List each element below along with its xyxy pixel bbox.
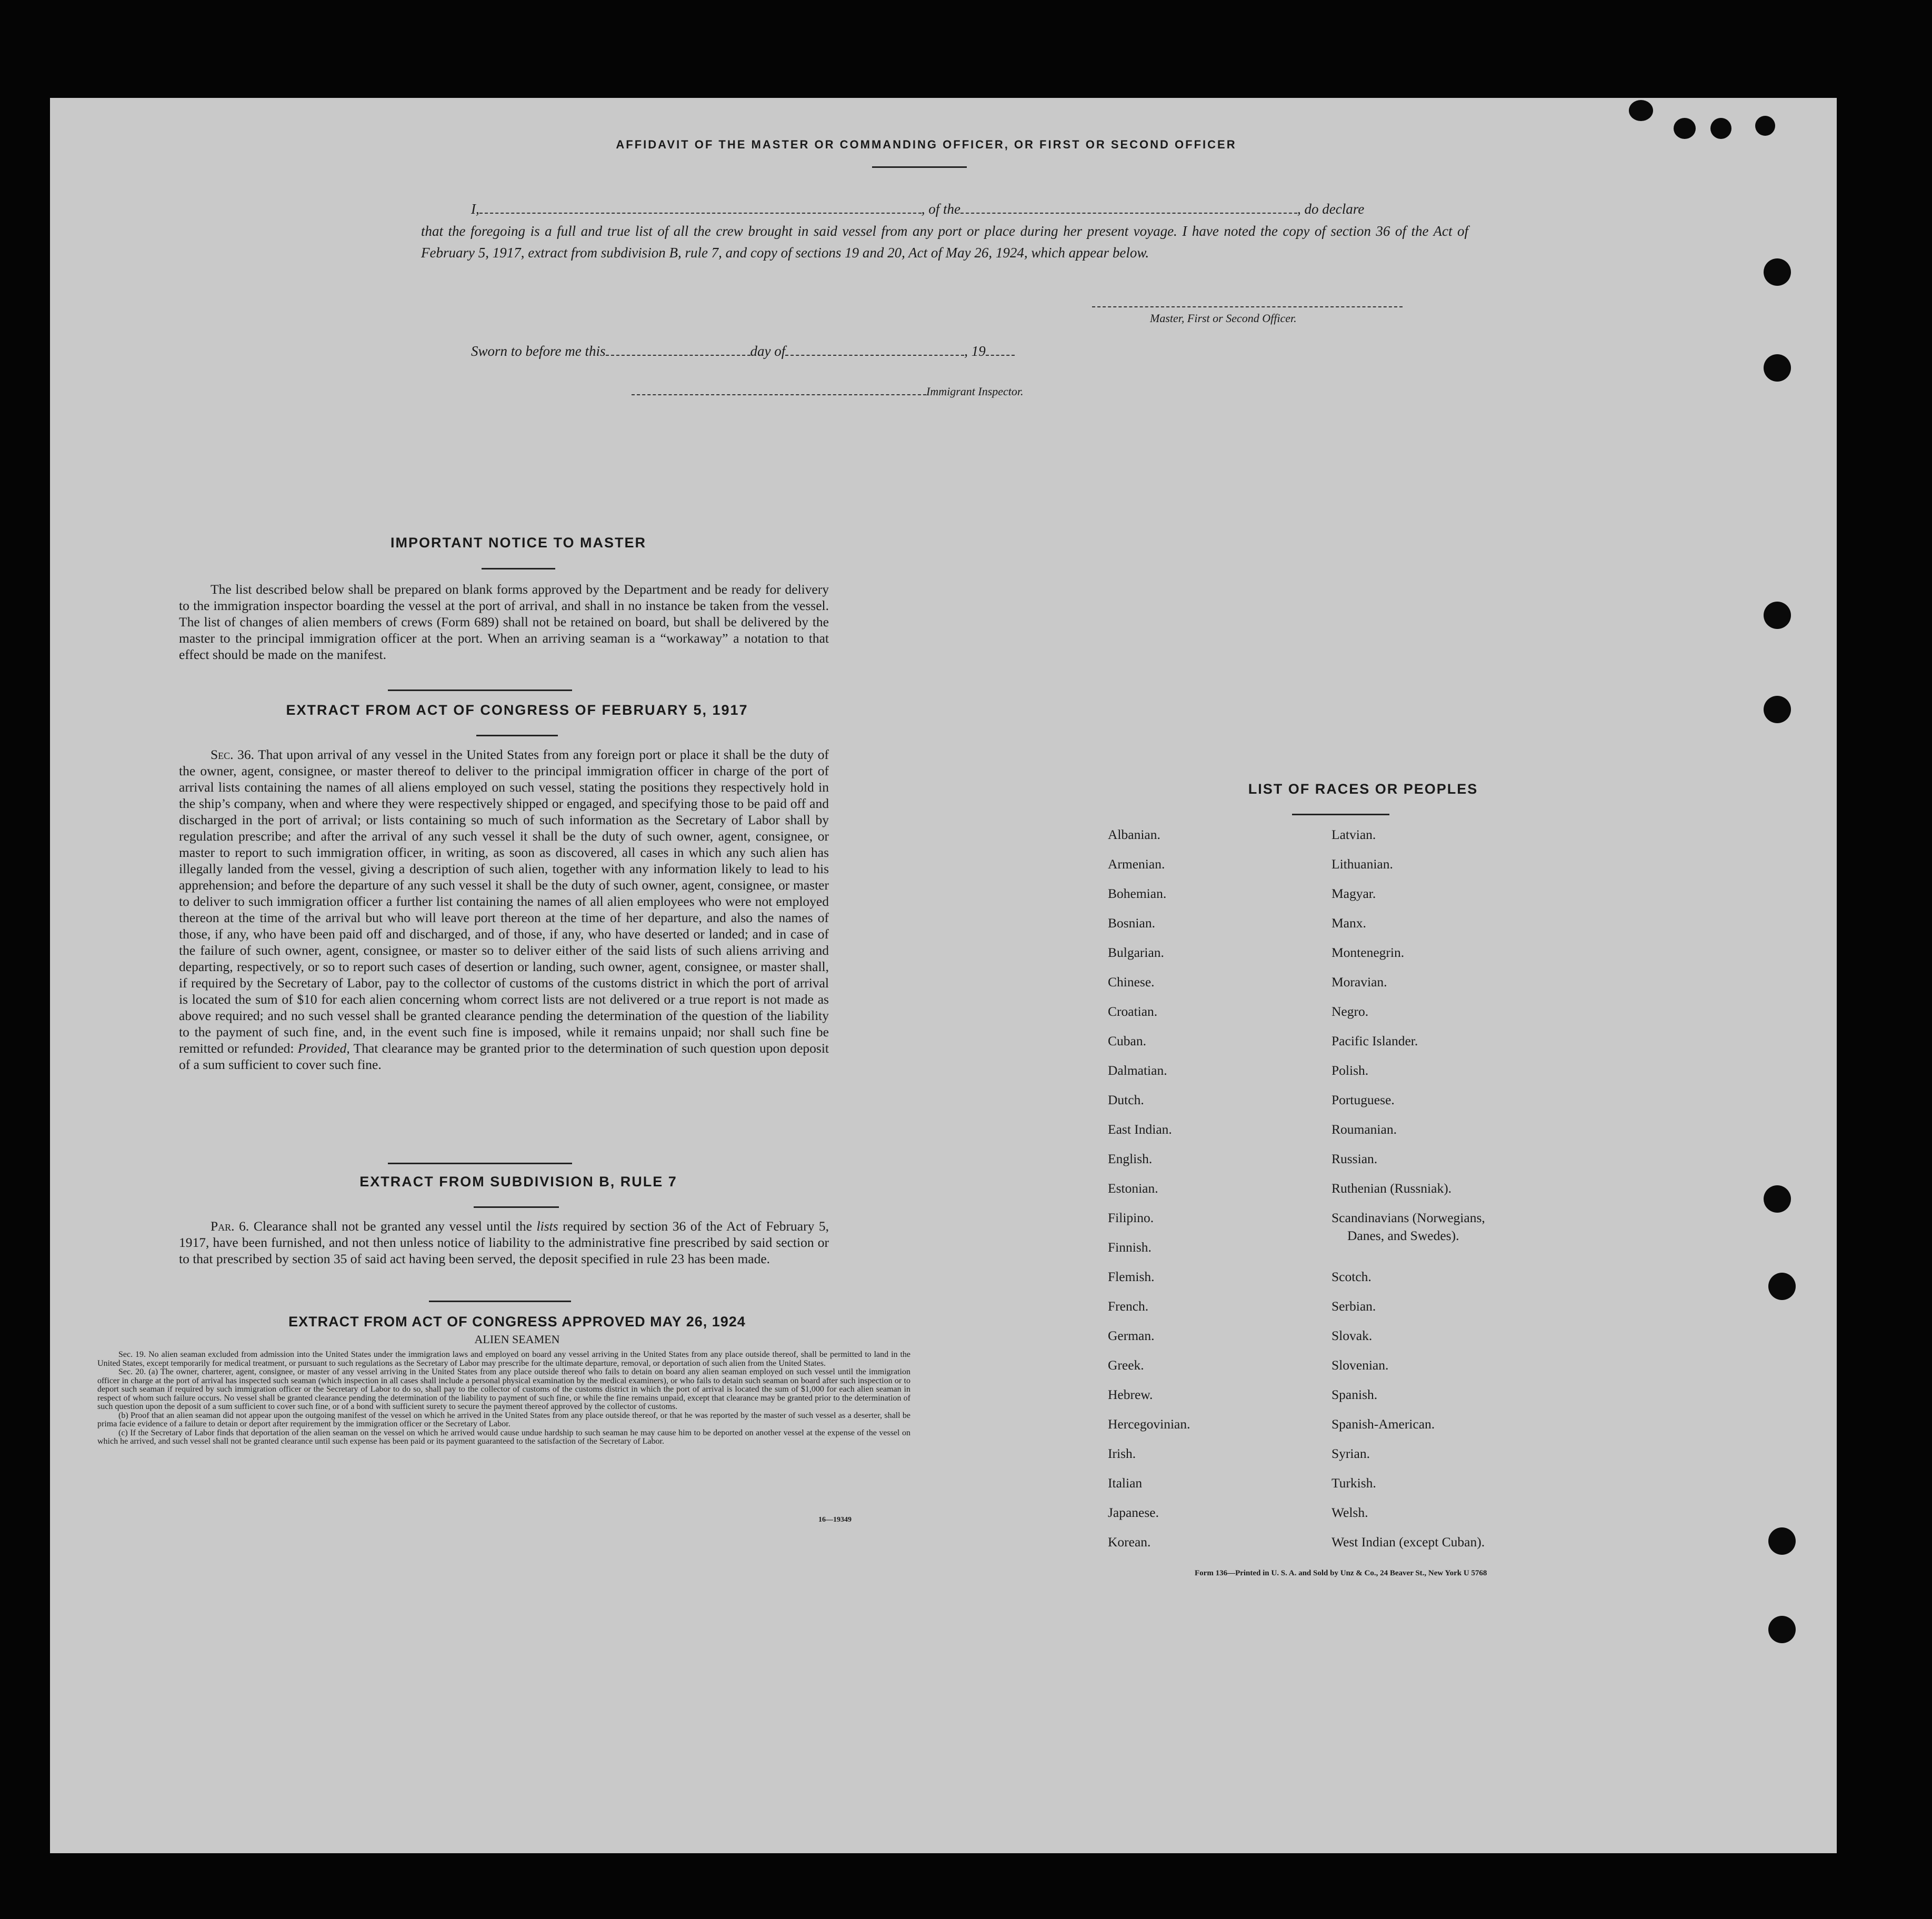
race-item: Greek. xyxy=(1108,1357,1144,1373)
race-item: Roumanian. xyxy=(1332,1122,1397,1137)
race-item: Albanian. xyxy=(1108,827,1160,842)
punch-mark xyxy=(1629,100,1653,121)
divider xyxy=(1292,814,1389,815)
race-item: Welsh. xyxy=(1332,1505,1368,1520)
race-item: Slovak. xyxy=(1332,1328,1373,1343)
sworn-day-blank[interactable] xyxy=(606,341,750,356)
divider xyxy=(388,689,572,691)
race-item: Bohemian. xyxy=(1108,886,1167,901)
races-title: LIST OF RACES OR PEOPLES xyxy=(1248,781,1478,797)
form-imprint: Form 136—Printed in U. S. A. and Sold by Unz & Co., 24 Beaver St., New York U 5768 xyxy=(1195,1569,1487,1577)
binder-hole xyxy=(1764,354,1791,382)
sec-20a-text: Sec. 20. (a) The owner, charterer, agent, consignee, or master of any vessel arriving in the United States from any place outside thereof who fails to detain on board any alien seaman employed on such vessel until the immigration officer in charge at the port of arrival has inspected such seaman (which inspection in all cases shall include a personal physical examination by the medical examiners), or who fails to detain such seaman on board after such inspection or to deport such seaman if required by such immigration officer or the Secretary of Labor to do so, shall pay to the collector of customs of the customs district in which the port of arrival is located the sum of $1,000 for each alien seaman in respect of whom such failure occurs. No vessel shall be granted clearance pending the determination of the liability to payment of such fine, or while the fine remains unpaid, except that clearance may be granted prior to the determination of such question upon the deposit of a sum sufficient to cover such fine, or of a bond with sufficient surety to secure the payment thereof approved by the collector of customs. xyxy=(97,1367,910,1411)
race-item: French. xyxy=(1108,1298,1149,1314)
race-item: Korean. xyxy=(1108,1534,1151,1550)
race-item: Croatian. xyxy=(1108,1004,1158,1019)
extract-1924-title: EXTRACT FROM ACT OF CONGRESS APPROVED MAY 26, 1924 xyxy=(288,1314,746,1330)
race-item: Bulgarian. xyxy=(1108,945,1164,960)
race-item: Lithuanian. xyxy=(1332,856,1393,872)
binder-hole xyxy=(1764,602,1791,629)
extract-rule7-title: EXTRACT FROM SUBDIVISION B, RULE 7 xyxy=(359,1174,677,1190)
race-item: Hercegovinian. xyxy=(1108,1416,1190,1432)
binder-hole xyxy=(1764,696,1791,723)
race-item: Chinese. xyxy=(1108,974,1155,990)
inspector-line xyxy=(632,385,1024,398)
binder-hole xyxy=(1768,1273,1796,1300)
vessel-blank[interactable] xyxy=(960,199,1297,214)
par-6-text-end: required by section 36 of the Act of February 5, 1917, have been furnished, and not then unless notice of liability to the administrative fine prescribed by said section or to that prescribed by section 35 of said act having been served, the deposit specified in rule 23 has been made. xyxy=(179,1218,829,1266)
binder-hole xyxy=(1768,1616,1796,1643)
race-item: Spanish. xyxy=(1332,1387,1378,1402)
sec-20c-text: (c) If the Secretary of Labor finds that deportation of the alien seaman on the vessel on which he arrived would cause undue hardship to such seaman he may cause him to be deported on another vessel at the expense of the vessel on which he arrived, and such vessel shall not be granted clearance until such expense has been paid or its payment guaranteed to the satisfaction of the Secretary of Labor. xyxy=(97,1428,910,1446)
race-item: Magyar. xyxy=(1332,886,1376,901)
provided-word: Provided, xyxy=(297,1041,350,1056)
race-item: Portuguese. xyxy=(1332,1092,1395,1107)
race-item: Spanish-American. xyxy=(1332,1416,1435,1432)
race-item: Latvian. xyxy=(1332,827,1376,842)
binder-hole xyxy=(1768,1527,1796,1555)
race-item: Dutch. xyxy=(1108,1092,1144,1107)
divider xyxy=(476,735,558,736)
race-item: Serbian. xyxy=(1332,1298,1376,1314)
race-item: Finnish. xyxy=(1108,1240,1152,1255)
punch-mark xyxy=(1710,118,1731,139)
extract-1924-body xyxy=(97,1351,910,1446)
race-item: Montenegrin. xyxy=(1332,945,1405,960)
punch-mark xyxy=(1674,118,1696,139)
print-code: 16—19349 xyxy=(818,1516,852,1524)
race-item: Filipino. xyxy=(1108,1210,1154,1225)
affidavit-title: AFFIDAVIT OF THE MASTER OR COMMANDING OFFICER, OR FIRST OR SECOND OFFICER xyxy=(616,138,1237,151)
race-item: Hebrew. xyxy=(1108,1387,1153,1402)
affidavit-declaration-line xyxy=(471,199,1468,217)
notice-text: The list described below shall be prepared on blank forms approved by the Department and be ready for delivery to the immigration inspector boarding the vessel at the port of arrival, and shall in no instance be taken from the vessel. The list of changes of alien members of crews (Form 689) shall not be retained on board, but shall be delivered by the master to the principal immigration officer at the port. When an arriving seaman is a “workaway” a notation to that effect should be made on the manifest. xyxy=(179,582,829,662)
sec-36-text-end: That clearance may be granted prior to the determination of such question upon deposit of a sum sufficient to cover such fine. xyxy=(179,1041,829,1072)
extract-1917-body xyxy=(179,746,829,1073)
sworn-year: , 19 xyxy=(964,343,986,359)
sworn-line xyxy=(471,341,1015,359)
race-item: German. xyxy=(1108,1328,1155,1343)
affidavit-i-label: I, xyxy=(471,201,479,217)
signature-label: Master, First or Second Officer. xyxy=(1150,312,1297,325)
notice-title: IMPORTANT NOTICE TO MASTER xyxy=(391,535,646,551)
binder-hole xyxy=(1764,258,1791,286)
binder-hole xyxy=(1764,1185,1791,1213)
race-item: Moravian. xyxy=(1332,974,1387,990)
race-item: Irish. xyxy=(1108,1446,1136,1461)
race-item: Pacific Islander. xyxy=(1332,1033,1418,1048)
divider xyxy=(429,1301,571,1302)
race-item: Polish. xyxy=(1332,1063,1369,1078)
race-item: Japanese. xyxy=(1108,1505,1159,1520)
sec-36-label: Sec. 36. xyxy=(211,747,254,762)
race-item: Flemish. xyxy=(1108,1269,1155,1284)
race-item: Scotch. xyxy=(1332,1269,1372,1284)
race-item: Manx. xyxy=(1332,915,1366,931)
notice-body xyxy=(179,581,829,663)
par-6-label: Par. 6. xyxy=(211,1218,249,1234)
race-item: Ruthenian (Russniak). xyxy=(1332,1181,1452,1196)
sec-19-text: Sec. 19. No alien seaman excluded from admission into the United States under the immigration laws and employed on board any vessel arriving in the United States from any place outside thereof, shall be permitted to land in the United States, except temporarily for medical treatment, or pursuant to such regulations as the Secretary of Labor may prescribe for the ultimate departure, removal, or deportation of such alien from the United States. xyxy=(97,1350,910,1368)
alien-seamen-subtitle: ALIEN SEAMEN xyxy=(474,1333,560,1346)
race-item: Bosnian. xyxy=(1108,915,1155,931)
race-item: East Indian. xyxy=(1108,1122,1172,1137)
race-item: Turkish. xyxy=(1332,1475,1376,1491)
race-item: Cuban. xyxy=(1108,1033,1146,1048)
race-item: Russian. xyxy=(1332,1151,1378,1166)
race-item: Dalmatian. xyxy=(1108,1063,1167,1078)
sec-20b-text: (b) Proof that an alien seaman did not appear upon the outgoing manifest of the vessel on which he arrived in the United States from any place outside thereof, or that he was reported by the master of such vessel as a deserter, shall be prima facie evidence of a failure to detain or deport after requirement by the immigration officer or the Secretary of Labor. xyxy=(97,1411,910,1428)
par-6-text: Clearance shall not be granted any vessel until the xyxy=(253,1218,532,1234)
race-item: Armenian. xyxy=(1108,856,1165,872)
race-item: Syrian. xyxy=(1332,1446,1370,1461)
race-item: West Indian (except Cuban). xyxy=(1332,1534,1485,1550)
race-item: English. xyxy=(1108,1151,1153,1166)
inspector-blank[interactable] xyxy=(632,386,926,395)
sworn-day-of: day of xyxy=(750,343,786,359)
race-item: Slovenian. xyxy=(1332,1357,1389,1373)
race-item: Danes, and Swedes). xyxy=(1347,1228,1459,1243)
sworn-month-blank[interactable] xyxy=(785,341,964,356)
extract-1917-title: EXTRACT FROM ACT OF CONGRESS OF FEBRUARY 5, 1917 xyxy=(286,702,748,718)
affidavit-of-the-label: , of the xyxy=(921,201,960,217)
race-item: Scandinavians (Norwegians, xyxy=(1332,1210,1485,1225)
race-item: Negro. xyxy=(1332,1004,1369,1019)
sworn-prefix: Sworn to before me this xyxy=(471,343,606,359)
punch-mark xyxy=(1755,116,1775,136)
divider xyxy=(474,1206,559,1208)
sec-36-text: That upon arrival of any vessel in the United States from any foreign port or place it shall be the duty of the owner, agent, consignee, or master thereof to deliver to the principal immigration officer in charge of the port of arrival lists containing the names of all aliens employed on such vessel, stating the positions they respectively hold in the ship’s company, when and where they were respectively shipped or engaged, and specifying those to be paid off and discharged in the port of arrival; or lists containing so much of such information as the Secretary of Labor shall by regulation prescribe; and after the arrival of any such vessel it shall be the duty of such owner, agent, consignee, or master to report to such immigration officer, in writing, as soon as discovered, all cases in which any such alien has illegally landed from the vessel, giving a description of such alien, together with any information likely to lead to his apprehension; and before the departure of any such vessel it shall be the duty of such owner, agent, consignee, or master to deliver to such immigration officer a further list containing the names of all alien employees who were not employed thereon at the time of the arrival but who will leave port thereon at the time of her departure, and also the names of those, if any, who have been paid off and discharged, and of those, if any, who have deserted or landed; and in case of the failure of such owner, agent, consignee, or master so to deliver either of the said lists of such aliens arriving and departing, respectively, or so to report such cases of desertion or landing, such owner, agent, consignee, or master shall, if required by the Secretary of Labor, pay to the collector of customs of the customs district in which the port of arrival is located the sum of $10 for each alien concerning whom correct lists are not delivered or a true report is not made as above required; and no such vessel shall be granted clearance pending the determination of the question of the liability to the payment of such fine, and, in the event such fine is imposed, while it remains unpaid; nor shall such fine be remitted or refunded: xyxy=(179,747,829,1056)
inspector-label: Immigrant Inspector. xyxy=(926,385,1024,398)
name-blank[interactable] xyxy=(479,199,922,214)
race-item: Estonian. xyxy=(1108,1181,1158,1196)
divider xyxy=(482,568,555,569)
divider xyxy=(388,1163,572,1164)
affidavit-body: that the foregoing is a full and true list of all the crew brought in said vessel from any port or place during her present voyage. I have noted the copy of section 36 of the Act of February 5, 1917, extract from subdivision B, rule 7, and copy of sections 19 and 20, Act of May 26, 1924, which appear below. xyxy=(421,223,1468,261)
signature-line[interactable] xyxy=(1092,306,1403,307)
lists-word: lists xyxy=(536,1218,558,1234)
divider xyxy=(872,166,967,168)
sworn-year-blank[interactable] xyxy=(986,341,1015,356)
extract-rule7-body xyxy=(179,1218,829,1267)
affidavit-declare-label: , do declare xyxy=(1297,201,1365,217)
document-page xyxy=(50,98,1837,1853)
race-item: Italian xyxy=(1108,1475,1143,1491)
